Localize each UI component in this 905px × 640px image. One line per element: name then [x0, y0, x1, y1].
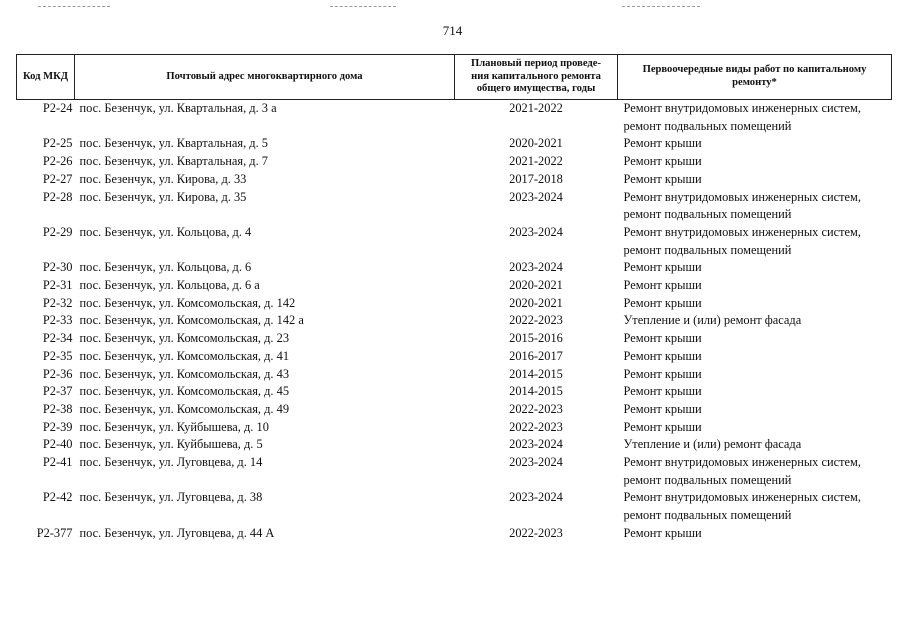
cell-address: пос. Безенчук, ул. Комсомольская, д. 45	[79, 384, 290, 399]
work-item: Ремонт крыши	[623, 384, 702, 399]
header-period-line: ния капитального ремонта	[471, 70, 601, 82]
cell-period: 2022-2023	[509, 313, 563, 328]
work-item: Утепление и (или) ремонт фасада	[623, 313, 802, 328]
cell-works	[618, 419, 892, 437]
cell-works	[618, 348, 892, 366]
table-header	[17, 55, 892, 100]
cell-code: Р2-41	[42, 455, 73, 470]
cell-works	[618, 189, 892, 224]
cell-works	[618, 171, 892, 189]
cell-address: пос. Безенчук, ул. Кольцова, д. 6	[79, 260, 252, 275]
cell-period: 2022-2023	[509, 401, 563, 416]
cell-period: 2023-2024	[509, 189, 563, 204]
table-row	[17, 135, 892, 153]
header-period	[455, 55, 618, 100]
table-row	[17, 401, 892, 419]
work-item: Ремонт внутридомовых инженерных систем,	[623, 189, 861, 204]
table-row	[17, 454, 892, 489]
cell-period: 2020-2021	[509, 136, 563, 151]
cell-code: Р2-32	[42, 295, 73, 310]
cell-works	[618, 295, 892, 313]
cell-address: пос. Безенчук, ул. Комсомольская, д. 43	[79, 366, 290, 381]
cell-works	[618, 135, 892, 153]
cell-works	[618, 383, 892, 401]
cell-code: Р2-24	[42, 101, 73, 115]
work-item: Ремонт крыши	[623, 401, 702, 416]
table-row	[17, 330, 892, 348]
header-address: Почтовый адрес многоквартирного дома	[75, 55, 455, 100]
table-row	[17, 153, 892, 171]
cell-period: 2014-2015	[509, 384, 563, 399]
work-item: Ремонт крыши	[623, 136, 702, 151]
table-body	[17, 100, 892, 543]
cell-works	[618, 436, 892, 454]
cell-period: 2023-2024	[509, 490, 563, 505]
cell-code: Р2-40	[42, 437, 73, 452]
table-row	[17, 312, 892, 330]
scan-artifact-marks	[0, 6, 905, 10]
cell-works	[618, 525, 892, 543]
cell-period: 2016-2017	[509, 348, 563, 363]
cell-works	[618, 489, 892, 524]
table-row	[17, 224, 892, 259]
table-row	[17, 419, 892, 437]
cell-period: 2015-2016	[509, 331, 563, 346]
work-item: Ремонт крыши	[623, 525, 702, 540]
cell-address: пос. Безенчук, ул. Комсомольская, д. 23	[79, 331, 290, 346]
cell-period: 2020-2021	[509, 278, 563, 293]
cell-address: пос. Безенчук, ул. Кольцова, д. 6 а	[79, 278, 260, 293]
work-item: Ремонт крыши	[623, 154, 702, 169]
work-item: Ремонт крыши	[623, 419, 702, 434]
cell-address: пос. Безенчук, ул. Куйбышева, д. 10	[79, 419, 269, 434]
cell-period: 2017-2018	[509, 171, 563, 186]
work-item: Ремонт крыши	[623, 295, 702, 310]
table-row	[17, 436, 892, 454]
work-item: Ремонт внутридомовых инженерных систем,	[623, 101, 861, 115]
work-item: ремонт подвальных помещений	[623, 207, 792, 222]
cell-works	[618, 401, 892, 419]
cell-code: Р2-42	[42, 490, 73, 505]
cell-address: пос. Безенчук, ул. Куйбышева, д. 5	[79, 437, 263, 452]
cell-code: Р2-34	[42, 331, 73, 346]
cell-address: пос. Безенчук, ул. Комсомольская, д. 142	[79, 295, 296, 310]
cell-address: пос. Безенчук, ул. Квартальная, д. 5	[79, 136, 269, 151]
table-row	[17, 171, 892, 189]
cell-code: Р2-39	[42, 419, 73, 434]
cell-works	[618, 366, 892, 384]
cell-address: пос. Безенчук, ул. Луговцева, д. 14	[79, 455, 263, 470]
cell-works	[618, 277, 892, 295]
cell-works	[618, 153, 892, 171]
cell-period: 2023-2024	[509, 224, 563, 239]
table-row	[17, 259, 892, 277]
cell-address: пос. Безенчук, ул. Комсомольская, д. 41	[79, 348, 290, 363]
work-item: ремонт подвальных помещений	[623, 472, 792, 487]
cell-works	[618, 454, 892, 489]
cell-period: 2022-2023	[509, 525, 563, 540]
cell-period: 2022-2023	[509, 419, 563, 434]
work-item: Ремонт крыши	[623, 171, 702, 186]
cell-period: 2023-2024	[509, 437, 563, 452]
work-item: ремонт подвальных помещений	[623, 508, 792, 523]
cell-address: пос. Безенчук, ул. Кирова, д. 35	[79, 189, 247, 204]
cell-code: Р2-33	[42, 313, 73, 328]
table-row	[17, 295, 892, 313]
cell-works	[618, 330, 892, 348]
page-number: 714	[442, 23, 463, 38]
cell-code: Р2-37	[42, 384, 73, 399]
cell-address: пос. Безенчук, ул. Квартальная, д. 3 а	[79, 101, 277, 115]
header-code: Код МКД	[17, 55, 75, 100]
table-row	[17, 525, 892, 543]
cell-address: пос. Безенчук, ул. Комсомольская, д. 142 а	[79, 313, 304, 328]
cell-period: 2021-2022	[509, 154, 563, 169]
table-row	[17, 189, 892, 224]
cell-works	[618, 259, 892, 277]
cell-address: пос. Безенчук, ул. Кольцова, д. 4	[79, 224, 252, 239]
cell-code: Р2-26	[42, 154, 73, 169]
cell-period: 2023-2024	[509, 455, 563, 470]
cell-period: 2020-2021	[509, 295, 563, 310]
cell-period: 2014-2015	[509, 366, 563, 381]
cell-works	[618, 312, 892, 330]
table-row	[17, 383, 892, 401]
cell-code: Р2-25	[42, 136, 73, 151]
work-item: Ремонт внутридомовых инженерных систем,	[623, 490, 861, 505]
cell-period: 2021-2022	[509, 101, 563, 115]
table-row	[17, 489, 892, 524]
table-row	[17, 277, 892, 295]
header-period-line: общего имущества, годы	[476, 83, 596, 95]
work-item: Ремонт крыши	[623, 260, 702, 275]
cell-code: Р2-31	[42, 278, 73, 293]
cell-works	[618, 224, 892, 259]
work-item: ремонт подвальных помещений	[623, 242, 792, 257]
cell-code: Р2-27	[42, 171, 73, 186]
work-item: Ремонт крыши	[623, 348, 702, 363]
cell-code: Р2-35	[42, 348, 73, 363]
cell-code: Р2-30	[42, 260, 73, 275]
cell-works	[618, 100, 892, 136]
table-row	[17, 366, 892, 384]
repair-schedule-table	[16, 54, 892, 543]
cell-code: Р2-28	[42, 189, 73, 204]
header-works-line: ремонту*	[732, 77, 777, 88]
cell-address: пос. Безенчук, ул. Луговцева, д. 44 А	[79, 525, 275, 540]
work-item: Ремонт внутридомовых инженерных систем,	[623, 224, 861, 239]
work-item: Ремонт внутридомовых инженерных систем,	[623, 455, 861, 470]
work-item: Ремонт крыши	[623, 331, 702, 346]
table-row	[17, 100, 892, 136]
header-works-line: Первоочередные виды работ по капитальному	[642, 64, 867, 76]
cell-code: Р2-38	[42, 401, 73, 416]
cell-code: Р2-36	[42, 366, 73, 381]
cell-code: Р2-29	[42, 224, 73, 239]
header-period-line: Плановый период проведе-	[470, 57, 602, 69]
table-row	[17, 348, 892, 366]
work-item: Утепление и (или) ремонт фасада	[623, 437, 802, 452]
cell-address: пос. Безенчук, ул. Луговцева, д. 38	[79, 490, 263, 505]
work-item: Ремонт крыши	[623, 278, 702, 293]
header-works	[618, 55, 892, 100]
cell-code: Р2-377	[36, 525, 73, 540]
cell-address: пос. Безенчук, ул. Комсомольская, д. 49	[79, 401, 290, 416]
work-item: Ремонт крыши	[623, 366, 702, 381]
work-item: ремонт подвальных помещений	[623, 118, 792, 133]
cell-period: 2023-2024	[509, 260, 563, 275]
cell-address: пос. Безенчук, ул. Кирова, д. 33	[79, 171, 247, 186]
cell-address: пос. Безенчук, ул. Квартальная, д. 7	[79, 154, 269, 169]
